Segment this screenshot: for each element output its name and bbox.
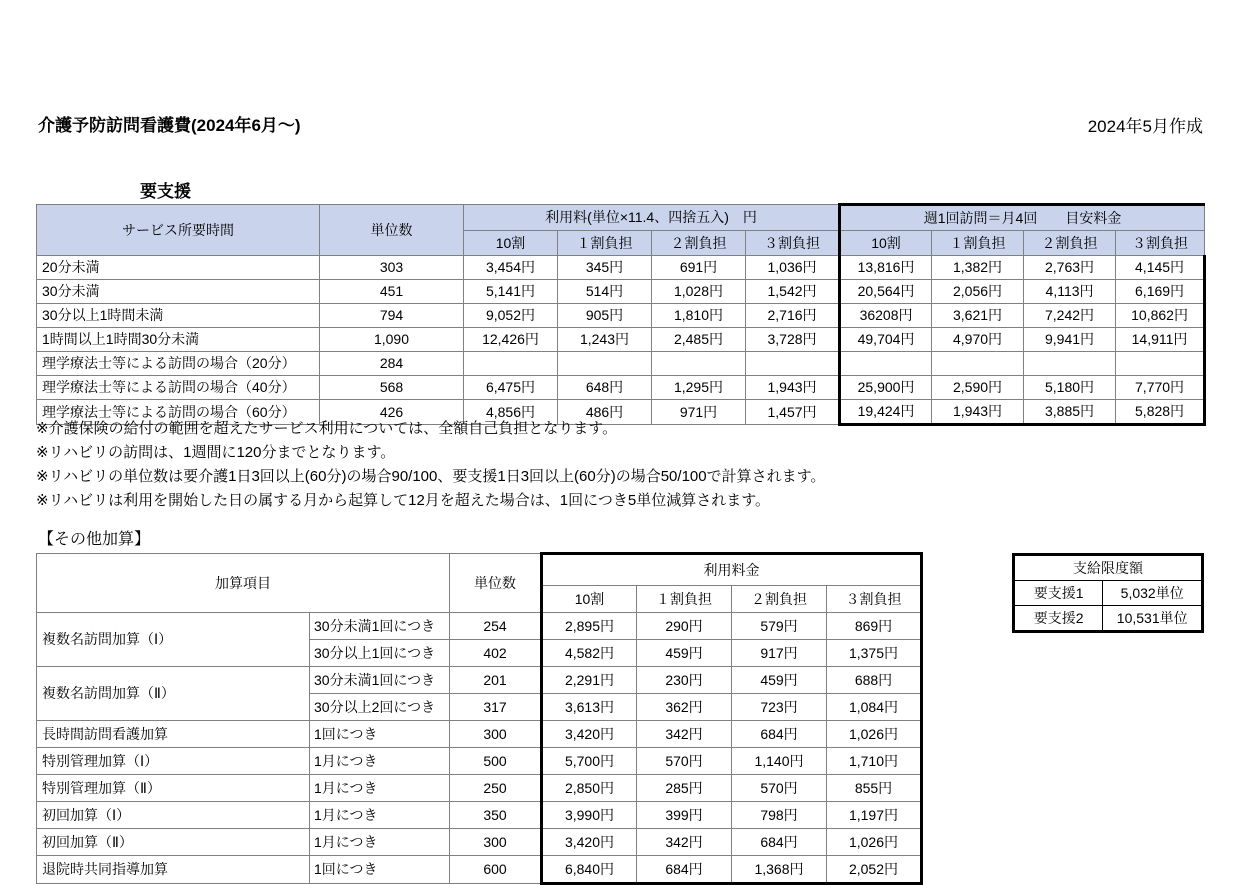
header-monthly-rate-10: 10割 xyxy=(840,231,932,256)
notes-list xyxy=(36,417,1166,513)
addon-header-row-group xyxy=(37,554,922,586)
addon-fee-cell: 1,368円 xyxy=(732,856,827,884)
table-row xyxy=(37,352,1205,376)
table-row xyxy=(37,856,922,884)
addon-fee-cell: 2,850円 xyxy=(542,775,637,802)
service-time-cell: 理学療法士等による訪問の場合（20分） xyxy=(37,352,320,376)
table-row xyxy=(37,613,922,640)
monthly-fee-cell: 2,590円 xyxy=(932,376,1024,400)
units-cell: 568 xyxy=(320,376,464,400)
monthly-fee-cell: 2,056円 xyxy=(932,280,1024,304)
fee-cell: 1,036円 xyxy=(746,256,840,280)
addon-condition-cell: 1月につき xyxy=(310,829,450,856)
fee-cell: 514円 xyxy=(558,280,652,304)
table-row xyxy=(1014,581,1203,606)
addon-fee-cell: 362円 xyxy=(637,694,732,721)
addon-fee-cell: 869円 xyxy=(827,613,922,640)
monthly-fee-cell xyxy=(932,352,1024,376)
monthly-fee-cell: 5,180円 xyxy=(1024,376,1116,400)
table-row xyxy=(37,256,1205,280)
fee-cell: 1,810円 xyxy=(652,304,746,328)
addon-fee-cell: 570円 xyxy=(732,775,827,802)
fee-cell: 2,485円 xyxy=(652,328,746,352)
addon-condition-cell: 30分未満1回につき xyxy=(310,613,450,640)
addon-header-rate-10: 10割 xyxy=(542,586,637,613)
supply-limit-table xyxy=(1012,553,1204,633)
fee-cell: 1,542円 xyxy=(746,280,840,304)
units-cell: 1,090 xyxy=(320,328,464,352)
addon-header-fee-group: 利用料金 xyxy=(542,554,922,586)
fee-cell: 3,728円 xyxy=(746,328,840,352)
addon-units-cell: 600 xyxy=(450,856,542,884)
service-time-cell: 30分以上1時間未満 xyxy=(37,304,320,328)
addon-units-cell: 250 xyxy=(450,775,542,802)
addon-fee-cell: 570円 xyxy=(637,748,732,775)
monthly-fee-cell: 14,911円 xyxy=(1116,328,1205,352)
addon-fee-table xyxy=(36,552,923,885)
addon-item-cell: 初回加算（Ⅱ） xyxy=(37,829,310,856)
table-row xyxy=(37,376,1205,400)
addon-condition-cell: 1月につき xyxy=(310,748,450,775)
table-row xyxy=(37,721,922,748)
monthly-fee-cell: 19,424円 xyxy=(840,400,932,425)
fee-cell: 905円 xyxy=(558,304,652,328)
addon-fee-table-body xyxy=(37,554,922,884)
header-fee-rate-2: ２割負担 xyxy=(652,231,746,256)
header-monthly-rate-1: １割負担 xyxy=(932,231,1024,256)
addon-fee-cell: 285円 xyxy=(637,775,732,802)
addon-fee-cell: 2,052円 xyxy=(827,856,922,884)
fee-cell: 345円 xyxy=(558,256,652,280)
units-cell: 284 xyxy=(320,352,464,376)
note-item: ※介護保険の給付の範囲を超えたサービス利用については、全額自己負担となります。 xyxy=(36,420,618,437)
monthly-fee-cell: 9,941円 xyxy=(1024,328,1116,352)
service-time-cell: 理学療法士等による訪問の場合（60分） xyxy=(37,400,320,425)
fee-cell: 5,141円 xyxy=(464,280,558,304)
monthly-fee-cell: 49,704円 xyxy=(840,328,932,352)
note-item: ※リハビリの訪問は、1週間に120分までとなります。 xyxy=(36,444,396,461)
addon-fee-cell: 342円 xyxy=(637,829,732,856)
addon-units-cell: 317 xyxy=(450,694,542,721)
fee-cell: 486円 xyxy=(558,400,652,425)
fee-cell: 1,943円 xyxy=(746,376,840,400)
care-fee-table-body xyxy=(37,205,1205,425)
service-time-cell: 20分未満 xyxy=(37,256,320,280)
addon-fee-cell: 2,291円 xyxy=(542,667,637,694)
header-monthly-rate-3: ３割負担 xyxy=(1116,231,1205,256)
addon-condition-cell: 1月につき xyxy=(310,775,450,802)
addon-units-cell: 350 xyxy=(450,802,542,829)
monthly-fee-cell: 4,113円 xyxy=(1024,280,1116,304)
fee-cell: 6,475円 xyxy=(464,376,558,400)
addon-header-rate-2: ２割負担 xyxy=(732,586,827,613)
section-heading-addons: 【その他加算】 xyxy=(38,531,151,548)
addon-condition-cell: 1月につき xyxy=(310,802,450,829)
fee-cell: 648円 xyxy=(558,376,652,400)
fee-cell xyxy=(558,352,652,376)
addon-fee-cell: 579円 xyxy=(732,613,827,640)
units-cell: 426 xyxy=(320,400,464,425)
note-item: ※リハビリは利用を開始した日の属する月から起算して12月を超えた場合は、1回につき5単位減算されます。 xyxy=(36,492,770,509)
units-cell: 303 xyxy=(320,256,464,280)
monthly-fee-cell: 4,145円 xyxy=(1116,256,1205,280)
monthly-fee-cell: 36208円 xyxy=(840,304,932,328)
monthly-fee-cell xyxy=(840,352,932,376)
addon-fee-cell: 917円 xyxy=(732,640,827,667)
fee-cell: 2,716円 xyxy=(746,304,840,328)
header-monthly-rate-2: ２割負担 xyxy=(1024,231,1116,256)
addon-fee-cell: 3,420円 xyxy=(542,829,637,856)
service-time-cell: 理学療法士等による訪問の場合（40分） xyxy=(37,376,320,400)
fee-cell xyxy=(746,352,840,376)
monthly-fee-cell: 3,621円 xyxy=(932,304,1024,328)
addon-item-cell: 初回加算（Ⅰ） xyxy=(37,802,310,829)
table-row xyxy=(1014,606,1203,632)
fee-cell xyxy=(652,352,746,376)
fee-cell: 971円 xyxy=(652,400,746,425)
addon-fee-cell: 798円 xyxy=(732,802,827,829)
addon-fee-cell: 459円 xyxy=(732,667,827,694)
addon-fee-cell: 3,613円 xyxy=(542,694,637,721)
header-units: 単位数 xyxy=(320,205,464,256)
fee-cell: 9,052円 xyxy=(464,304,558,328)
monthly-fee-cell: 7,770円 xyxy=(1116,376,1205,400)
supply-limit-title: 支給限度額 xyxy=(1014,555,1203,581)
addon-fee-cell: 684円 xyxy=(732,829,827,856)
addon-fee-cell: 1,375円 xyxy=(827,640,922,667)
addon-fee-cell: 1,026円 xyxy=(827,721,922,748)
monthly-fee-cell: 25,900円 xyxy=(840,376,932,400)
addon-units-cell: 201 xyxy=(450,667,542,694)
addon-item-cell: 長時間訪問看護加算 xyxy=(37,721,310,748)
supply-limit-body xyxy=(1014,555,1203,632)
addon-fee-cell: 688円 xyxy=(827,667,922,694)
monthly-fee-cell: 1,382円 xyxy=(932,256,1024,280)
addon-units-cell: 300 xyxy=(450,721,542,748)
header-fee-rate-3: ３割負担 xyxy=(746,231,840,256)
addon-item-cell: 特別管理加算（Ⅰ） xyxy=(37,748,310,775)
header-fee-rate-1: １割負担 xyxy=(558,231,652,256)
monthly-fee-cell: 3,885円 xyxy=(1024,400,1116,425)
table-row xyxy=(37,280,1205,304)
addon-fee-cell: 723円 xyxy=(732,694,827,721)
addon-item-cell: 複数名訪問加算（Ⅰ） xyxy=(37,613,310,667)
addon-fee-cell: 1,710円 xyxy=(827,748,922,775)
addon-fee-cell: 4,582円 xyxy=(542,640,637,667)
addon-fee-cell: 399円 xyxy=(637,802,732,829)
monthly-fee-cell: 5,828円 xyxy=(1116,400,1205,425)
fee-cell: 12,426円 xyxy=(464,328,558,352)
addon-fee-cell: 2,895円 xyxy=(542,613,637,640)
note-item: ※リハビリの単位数は要介護1日3回以上(60分)の場合90/100、要支援1日3回以上(60分)の場合50/100で計算されます。 xyxy=(36,468,826,485)
care-fee-table xyxy=(36,203,1206,426)
supply-limit-value: 10,531単位 xyxy=(1103,606,1203,632)
service-time-cell: 1時間以上1時間30分未満 xyxy=(37,328,320,352)
addon-fee-cell: 684円 xyxy=(637,856,732,884)
fee-cell: 1,457円 xyxy=(746,400,840,425)
supply-limit-label: 要支援2 xyxy=(1014,606,1103,632)
header-fee-group: 利用料(単位×11.4、四捨五入) 円 xyxy=(464,205,840,231)
supply-limit-label: 要支援1 xyxy=(1014,581,1103,606)
fee-cell xyxy=(464,352,558,376)
addon-condition-cell: 1回につき xyxy=(310,721,450,748)
units-cell: 794 xyxy=(320,304,464,328)
addon-header-units: 単位数 xyxy=(450,554,542,613)
addon-fee-cell: 6,840円 xyxy=(542,856,637,884)
addon-fee-cell: 342円 xyxy=(637,721,732,748)
addon-header-rate-1: １割負担 xyxy=(637,586,732,613)
addon-fee-cell: 1,084円 xyxy=(827,694,922,721)
addon-item-cell: 複数名訪問加算（Ⅱ） xyxy=(37,667,310,721)
table-row xyxy=(37,667,922,694)
addon-item-cell: 退院時共同指導加算 xyxy=(37,856,310,884)
addon-fee-cell: 684円 xyxy=(732,721,827,748)
table-row xyxy=(37,328,1205,352)
addon-fee-cell: 459円 xyxy=(637,640,732,667)
fee-cell: 3,454円 xyxy=(464,256,558,280)
monthly-fee-cell: 1,943円 xyxy=(932,400,1024,425)
addon-fee-cell: 855円 xyxy=(827,775,922,802)
addon-fee-cell: 3,420円 xyxy=(542,721,637,748)
addon-fee-cell: 5,700円 xyxy=(542,748,637,775)
addon-condition-cell: 1回につき xyxy=(310,856,450,884)
fee-cell: 1,295円 xyxy=(652,376,746,400)
addon-units-cell: 254 xyxy=(450,613,542,640)
addon-condition-cell: 30分未満1回につき xyxy=(310,667,450,694)
monthly-fee-cell: 2,763円 xyxy=(1024,256,1116,280)
addon-header-rate-3: ３割負担 xyxy=(827,586,922,613)
fee-cell: 1,028円 xyxy=(652,280,746,304)
monthly-fee-cell: 13,816円 xyxy=(840,256,932,280)
table-row xyxy=(37,829,922,856)
monthly-fee-cell: 6,169円 xyxy=(1116,280,1205,304)
fee-cell: 691円 xyxy=(652,256,746,280)
addon-fee-cell: 3,990円 xyxy=(542,802,637,829)
units-cell: 451 xyxy=(320,280,464,304)
creation-date: 2024年5月作成 xyxy=(1087,117,1203,136)
table-row xyxy=(37,748,922,775)
monthly-fee-cell: 4,970円 xyxy=(932,328,1024,352)
supply-limit-value: 5,032単位 xyxy=(1103,581,1203,606)
header-fee-rate-10: 10割 xyxy=(464,231,558,256)
page-title: 介護予防訪問看護費(2024年6月〜) xyxy=(38,116,301,135)
supply-limit-title-row xyxy=(1014,555,1203,581)
header-service-time: サービス所要時間 xyxy=(37,205,320,256)
table-row xyxy=(37,802,922,829)
addon-header-item: 加算項目 xyxy=(37,554,450,613)
monthly-fee-cell xyxy=(1024,352,1116,376)
fee-cell: 1,243円 xyxy=(558,328,652,352)
addon-fee-cell: 230円 xyxy=(637,667,732,694)
addon-fee-cell: 1,026円 xyxy=(827,829,922,856)
monthly-fee-cell xyxy=(1116,352,1205,376)
service-time-cell: 30分未満 xyxy=(37,280,320,304)
addon-fee-cell: 290円 xyxy=(637,613,732,640)
monthly-fee-cell: 7,242円 xyxy=(1024,304,1116,328)
addon-fee-cell: 1,197円 xyxy=(827,802,922,829)
monthly-fee-cell: 20,564円 xyxy=(840,280,932,304)
table-header-row-group xyxy=(37,205,1205,231)
monthly-fee-cell: 10,862円 xyxy=(1116,304,1205,328)
table-row xyxy=(37,775,922,802)
fee-cell: 4,856円 xyxy=(464,400,558,425)
table-row xyxy=(37,304,1205,328)
section-heading-support: 要支援 xyxy=(140,182,191,201)
addon-units-cell: 402 xyxy=(450,640,542,667)
header-monthly-group: 週1回訪問＝月4回 目安料金 xyxy=(840,205,1205,231)
addon-units-cell: 500 xyxy=(450,748,542,775)
addon-units-cell: 300 xyxy=(450,829,542,856)
addon-item-cell: 特別管理加算（Ⅱ） xyxy=(37,775,310,802)
addon-condition-cell: 30分以上1回につき xyxy=(310,640,450,667)
addon-condition-cell: 30分以上2回につき xyxy=(310,694,450,721)
addon-fee-cell: 1,140円 xyxy=(732,748,827,775)
